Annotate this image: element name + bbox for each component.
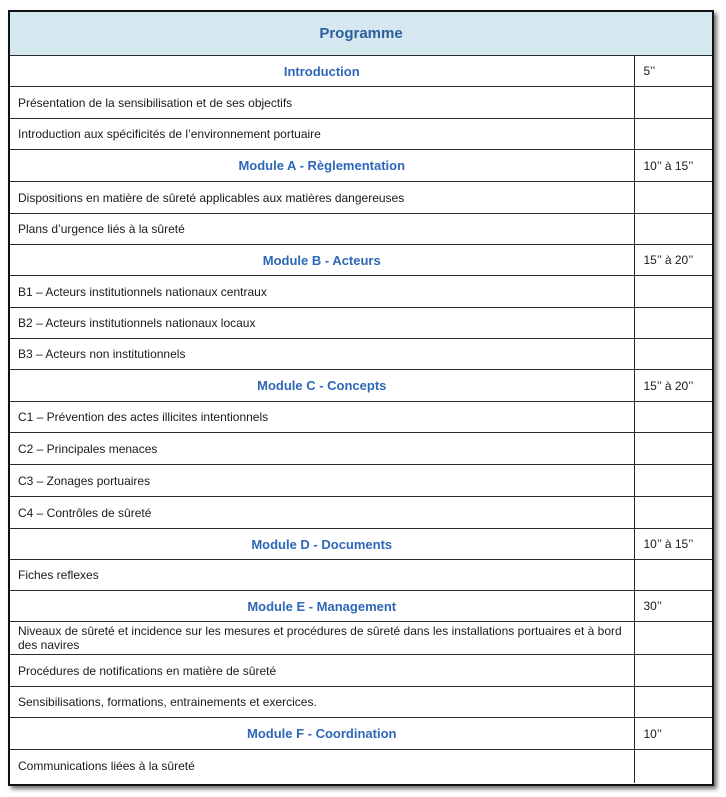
module-title: Introduction bbox=[10, 56, 634, 87]
empty-duration-cell bbox=[634, 339, 712, 370]
empty-duration-cell bbox=[634, 182, 712, 214]
empty-duration-cell bbox=[634, 87, 712, 119]
module-duration: 10’’ à 15’’ bbox=[634, 529, 712, 560]
empty-duration-cell bbox=[634, 655, 712, 687]
empty-duration-cell bbox=[634, 465, 712, 497]
module-duration: 5’’ bbox=[634, 56, 712, 87]
module-title: Module E - Management bbox=[10, 591, 634, 622]
empty-duration-cell bbox=[634, 750, 712, 783]
module-title: Module F - Coordination bbox=[10, 718, 634, 750]
topic-cell: Présentation de la sensibilisation et de ses objectifs bbox=[10, 87, 634, 119]
topic-cell: B1 – Acteurs institutionnels nationaux centraux bbox=[10, 276, 634, 308]
table-row bbox=[10, 308, 712, 339]
table-row bbox=[10, 119, 712, 150]
module-duration: 10’’ bbox=[634, 718, 712, 750]
module-header-row bbox=[10, 370, 712, 402]
module-header-row bbox=[10, 56, 712, 87]
module-title: Module A - Règlementation bbox=[10, 150, 634, 182]
table-row bbox=[10, 655, 712, 687]
topic-cell: B3 – Acteurs non institutionnels bbox=[10, 339, 634, 370]
table-row bbox=[10, 560, 712, 591]
module-header-row bbox=[10, 150, 712, 182]
topic-cell: Procédures de notifications en matière de sûreté bbox=[10, 655, 634, 687]
empty-duration-cell bbox=[634, 402, 712, 433]
empty-duration-cell bbox=[634, 308, 712, 339]
empty-duration-cell bbox=[634, 214, 712, 245]
topic-cell: Fiches reflexes bbox=[10, 560, 634, 591]
table-title: Programme bbox=[10, 12, 712, 56]
module-header-row bbox=[10, 718, 712, 750]
module-title: Module B - Acteurs bbox=[10, 245, 634, 276]
module-duration: 15’’ à 20’’ bbox=[634, 245, 712, 276]
module-title: Module C - Concepts bbox=[10, 370, 634, 402]
topic-cell: Introduction aux spécificités de l’environnement portuaire bbox=[10, 119, 634, 150]
module-title: Module D - Documents bbox=[10, 529, 634, 560]
empty-duration-cell bbox=[634, 497, 712, 529]
topic-cell: Sensibilisations, formations, entrainements et exercices. bbox=[10, 687, 634, 718]
topic-cell: B2 – Acteurs institutionnels nationaux locaux bbox=[10, 308, 634, 339]
empty-duration-cell bbox=[634, 687, 712, 718]
table-row bbox=[10, 214, 712, 245]
topic-cell: Dispositions en matière de sûreté applicables aux matières dangereuses bbox=[10, 182, 634, 214]
table-row bbox=[10, 276, 712, 308]
programme-table-frame bbox=[8, 10, 714, 786]
topic-cell: C4 – Contrôles de sûreté bbox=[10, 497, 634, 529]
empty-duration-cell bbox=[634, 119, 712, 150]
module-duration: 10’’ à 15’’ bbox=[634, 150, 712, 182]
empty-duration-cell bbox=[634, 560, 712, 591]
table-row bbox=[10, 402, 712, 433]
topic-cell: Niveaux de sûreté et incidence sur les mesures et procédures de sûreté dans les installations portuaires et à bord des navires bbox=[10, 622, 634, 655]
table-row bbox=[10, 87, 712, 119]
table-row bbox=[10, 433, 712, 465]
table-row bbox=[10, 687, 712, 718]
title-row bbox=[10, 12, 712, 56]
table-row bbox=[10, 339, 712, 370]
empty-duration-cell bbox=[634, 433, 712, 465]
module-header-row bbox=[10, 591, 712, 622]
table-row bbox=[10, 750, 712, 783]
module-header-row bbox=[10, 245, 712, 276]
table-row bbox=[10, 465, 712, 497]
topic-cell: C1 – Prévention des actes illicites intentionnels bbox=[10, 402, 634, 433]
topic-cell: C2 – Principales menaces bbox=[10, 433, 634, 465]
empty-duration-cell bbox=[634, 622, 712, 655]
topic-cell: Plans d’urgence liés à la sûreté bbox=[10, 214, 634, 245]
topic-cell: Communications liées à la sûreté bbox=[10, 750, 634, 783]
programme-table bbox=[10, 12, 712, 783]
module-header-row bbox=[10, 529, 712, 560]
table-row bbox=[10, 182, 712, 214]
module-duration: 30’’ bbox=[634, 591, 712, 622]
table-row bbox=[10, 497, 712, 529]
module-duration: 15’’ à 20’’ bbox=[634, 370, 712, 402]
empty-duration-cell bbox=[634, 276, 712, 308]
topic-cell: C3 – Zonages portuaires bbox=[10, 465, 634, 497]
table-row bbox=[10, 622, 712, 655]
